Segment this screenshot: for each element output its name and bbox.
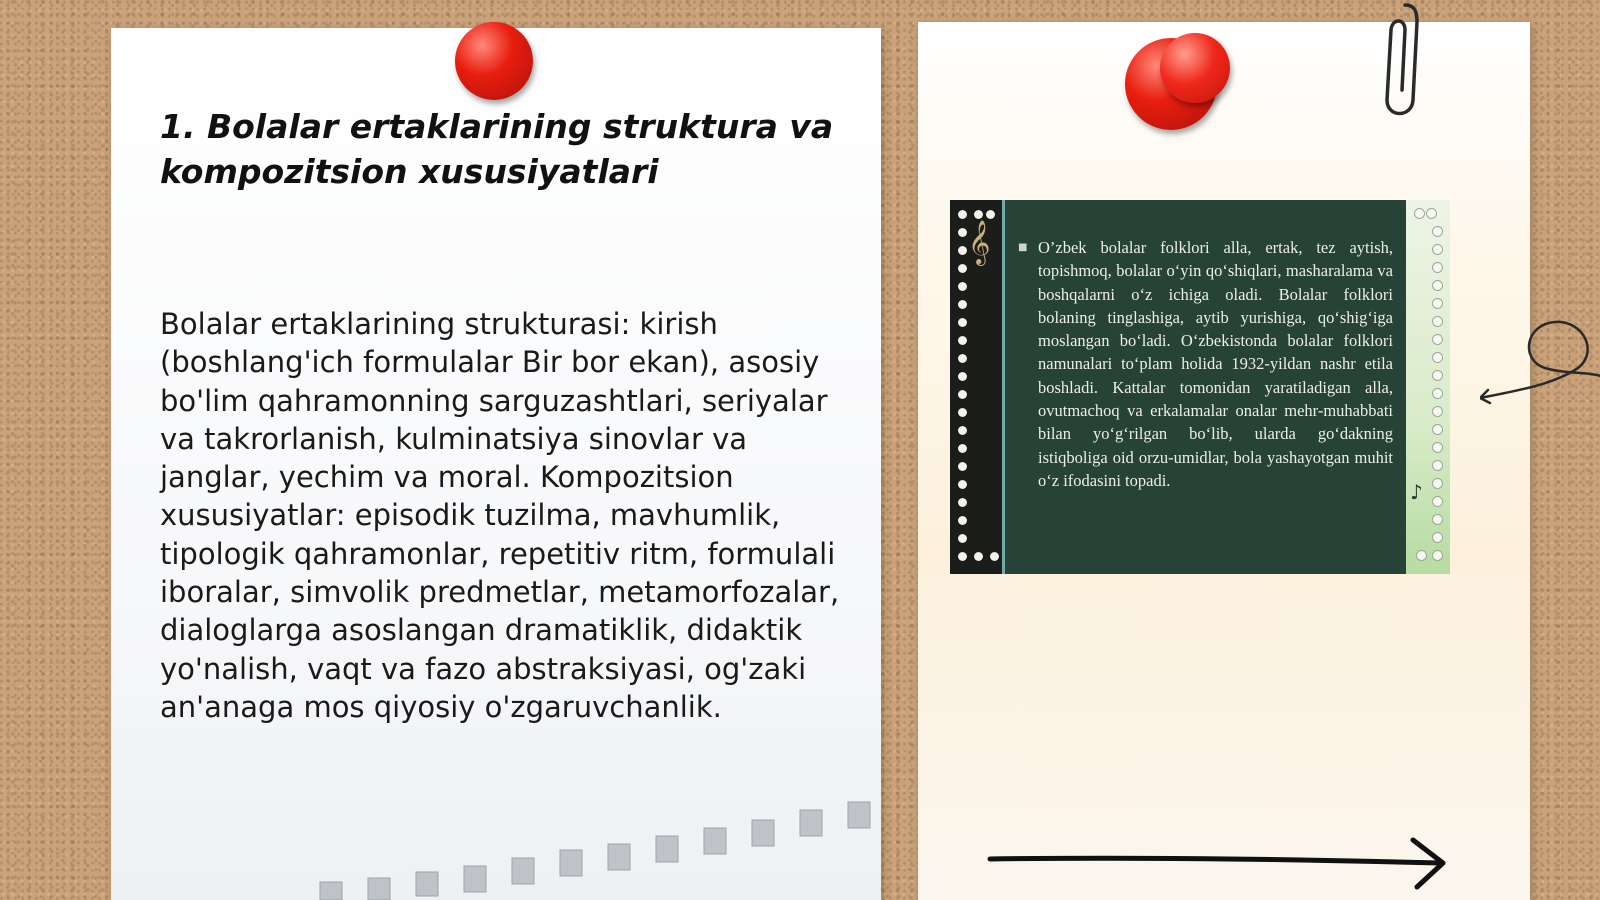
arrow-right-icon — [985, 835, 1455, 895]
push-pin-icon — [455, 22, 533, 100]
folklore-description-text: O’zbek bolalar folklori alla, ertak, tez aytish, topishmoq, bolalar o‘yin qo‘shiqlari, masharalama va boshqalarni o‘z ichiga oladi. Bolalar folklori bolaning tinglashiga, aytib yurishiga, qo‘shig‘iga moslangan bo‘ladi. O‘zbekistonda bolalar folklori namunalari to‘plam holida 1932-yildan nashr etila boshladi. Kattalar tomonidan yaratiladigan alla, ovutmachoq va erkalamalar onalar mehr-muhabbati bilan yo‘g‘rilgan bo‘lib, ularda go‘dakning istiqboliga oid orzu-umidlar, bola yashayotgan muhit o‘z ifodasini topadi. — [1038, 238, 1393, 490]
notebook-spiral-strip — [950, 200, 1005, 574]
paper-clip-icon — [1375, 0, 1425, 125]
loop-arrow-doodle — [1480, 310, 1600, 410]
folklore-image-panel — [950, 200, 1450, 574]
slide-body-text: Bolalar ertaklarining strukturasi: kirish (boshlang'ich formulalar Bir bor ekan), asosiy bo'lim qahramonning sarguzashtlari, seriyalar va takrorlanish, kulminatsiya sinovlar va janglar, yechim va moral. Kompozitsion xususiyatlar: episodik tuzilma, mavhumlik, tipologik qahramonlar, repetitiv ritm, formulali iboralar, simvolik predmetlar, metamorfozalar, dialoglarga asoslangan dramatiklik, didaktik yo'nalish, vaqt va fazo abstraksiyasi, og'zaki an'anaga mos qiyosiy o'zgaruvchanlik. — [160, 307, 840, 724]
bullet-marker: ■ — [1018, 242, 1028, 253]
push-pin-icon — [1160, 33, 1230, 103]
notebook-rings-strip — [1406, 200, 1450, 574]
page-title: 1. Bolalar ertaklarining struktura va kompozitsion xususiyatlari — [160, 107, 834, 191]
music-note-icon: 𝄞 — [968, 220, 991, 264]
music-note-icon: ♪ — [1410, 480, 1423, 504]
